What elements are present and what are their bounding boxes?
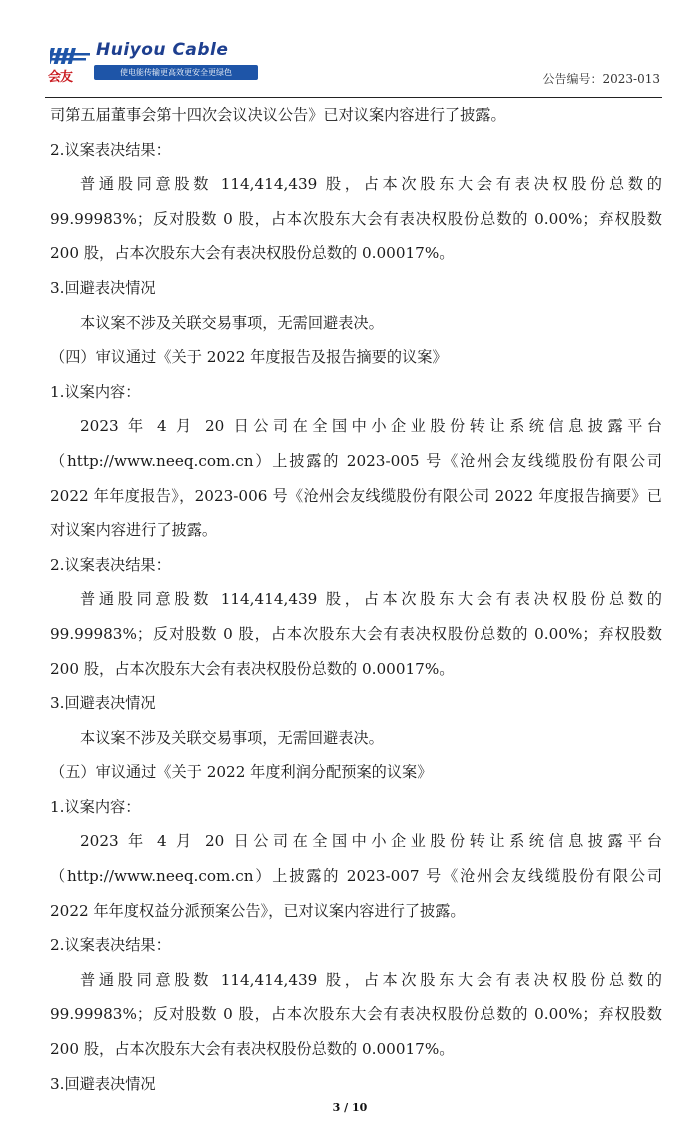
section-heading: 1.议案内容：	[50, 382, 141, 401]
body-paragraph: 2023 年 4 月 20 日公司在全国中小企业股份转让系统信息披露平台（http://www.neeq.com.cn）上披露的 2023-007 号《沧州会友线缆股份有限公司 2022 年年度权益分派预案公告》，已对议案内容进行了披露。	[50, 832, 662, 920]
logo-tagline: 使电能传输更高效更安全更绿色	[94, 65, 258, 80]
body-paragraph: 普通股同意股数 114,414,439 股，占本次股东大会有表决权股份总数的 99.99983%；反对股数 0 股，占本次股东大会有表决权股份总数的 0.00%；弃权股数 200 股，占本次股东大会有表决权股份总数的 0.00017%。	[50, 175, 662, 263]
page-header	[0, 0, 700, 98]
document-body	[50, 98, 662, 1101]
body-paragraph: 普通股同意股数 114,414,439 股，占本次股东大会有表决权股份总数的 99.99983%；反对股数 0 股，占本次股东大会有表决权股份总数的 0.00%；弃权股数 200 股，占本次股东大会有表决权股份总数的 0.00017%。	[50, 970, 662, 1059]
section-heading: 2.议案表决结果：	[50, 555, 171, 574]
page-number: 3 / 10	[332, 1101, 368, 1114]
section-heading: 1.议案内容：	[50, 797, 141, 816]
section-heading: 3.回避表决情况	[50, 278, 156, 297]
logo-english-name: Huiyou Cable	[96, 40, 229, 60]
company-logo	[46, 40, 232, 88]
body-paragraph: 司第五届董事会第十四次会议决议公告》已对议案内容进行了披露。	[50, 106, 506, 124]
body-paragraph: 普通股同意股数 114,414,439 股，占本次股东大会有表决权股份总数的 99.99983%；反对股数 0 股，占本次股东大会有表决权股份总数的 0.00%；弃权股数 200 股，占本次股东大会有表决权股份总数的 0.00017%。	[50, 590, 662, 678]
announcement-number: 公告编号：2023-013	[542, 72, 660, 86]
logo-chinese-name: 会友	[48, 70, 73, 85]
section-heading: （四）审议通过《关于 2022 年度报告及报告摘要的议案》	[50, 348, 448, 367]
section-heading: 3.回避表决情况	[50, 694, 156, 713]
section-heading: （五）审议通过《关于 2022 年度利润分配预案的议案》	[50, 763, 433, 782]
section-heading: 2.议案表决结果：	[50, 140, 171, 159]
cable-logo-icon	[50, 44, 94, 68]
section-heading: 3.回避表决情况	[50, 1074, 156, 1093]
section-heading: 2.议案表决结果：	[50, 936, 171, 955]
body-paragraph: 本议案不涉及关联交易事项，无需回避表决。	[80, 728, 384, 747]
body-paragraph: 本议案不涉及关联交易事项，无需回避表决。	[80, 313, 384, 332]
body-paragraph: 2023 年 4 月 20 日公司在全国中小企业股份转让系统信息披露平台（http://www.neeq.com.cn）上披露的 2023-005 号《沧州会友线缆股份有限公司 2022 年年度报告》，2023-006 号《沧州会友线缆股份有限公司 2022 年度报告摘要》已对议案内容进行了披露。	[50, 417, 662, 540]
